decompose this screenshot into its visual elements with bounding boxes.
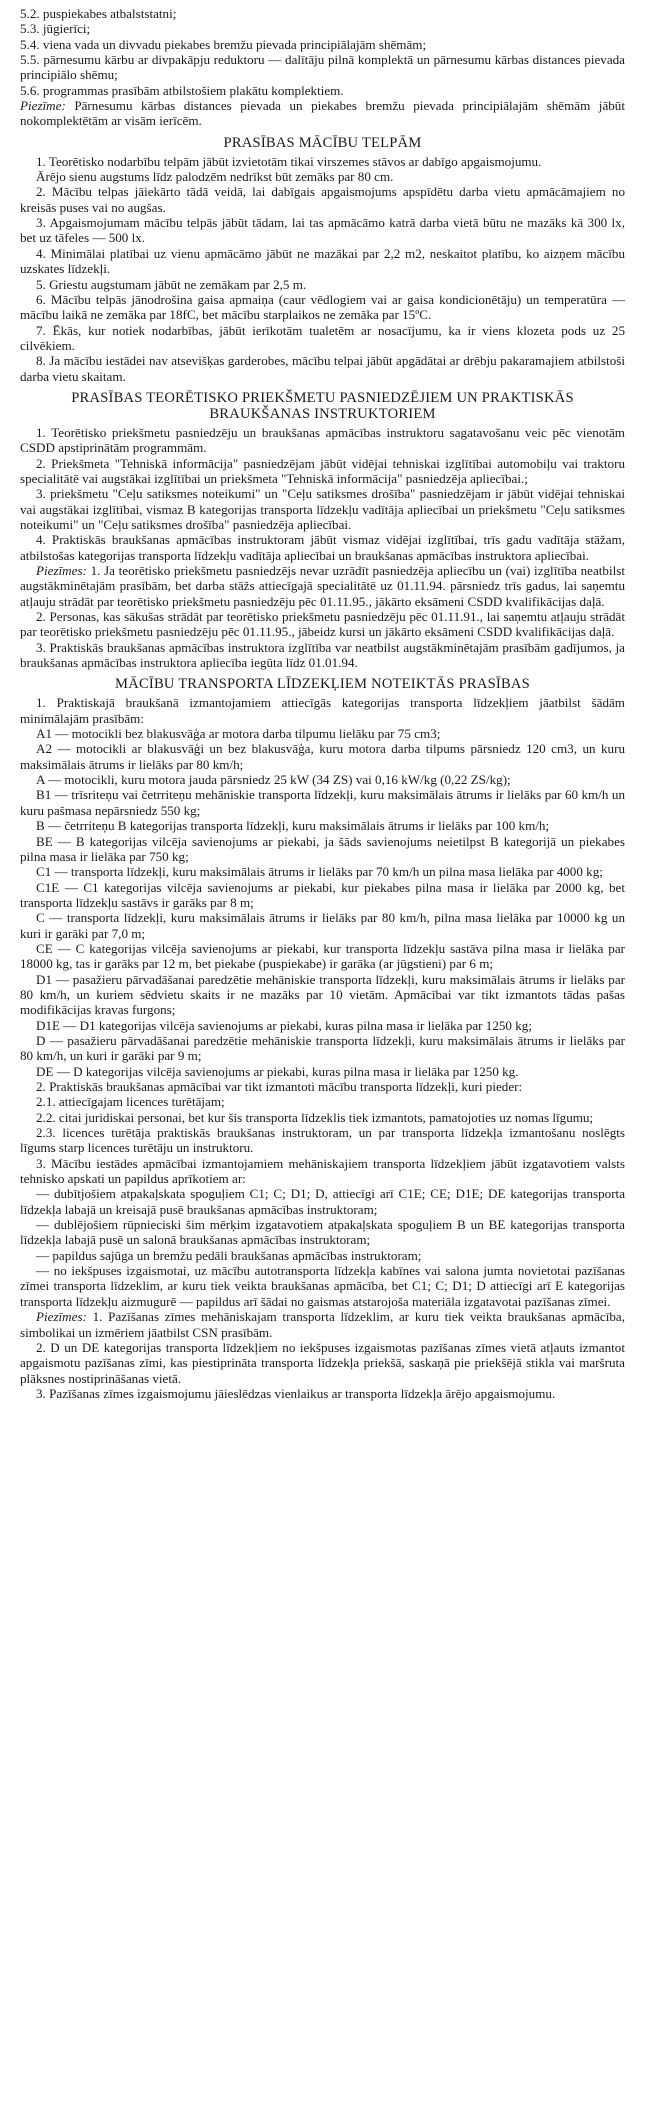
note-paragraph — [20, 98, 625, 129]
paragraph: C1E — C1 kategorijas vilcēja savienojums ar piekabi, kur piekabes pilna masa ir lielāka par 2000 kg, bet transporta līdzekļu sastāvs ir garāks par 8 m; — [20, 879, 625, 910]
section-body — [20, 425, 625, 671]
note-text: 1. Pazīšanas zīmes mehāniskajam transporta līdzeklim, ar kuru tiek veikta braukšanas apmācība, simbolikai un izmēriem jāatbilst CSN prasībām. — [20, 1309, 625, 1340]
note-label: Piezīmes: — [36, 1309, 87, 1325]
paragraph: 2. Mācību telpas jāiekārto tādā veidā, lai dabīgais apgaismojums apspīdētu darba vietu apmācāmajiem no kreisās puses vai no augšas. — [20, 184, 625, 215]
note-label: Piezīme: — [20, 98, 66, 114]
paragraph: D1 — pasažieru pārvadāšanai paredzētie mehāniskie transporta līdzekļi, kuru maksimālais ātrums ir lielāks par 80 km/h, un kuriem sēdvietu skaits ir ne mazāks par 10 vietām. Apmācībai var tikt izmantots tādas pašas modifikācijas kravas furgons; — [20, 971, 625, 1018]
paragraph: 3. Pazīšanas zīmes izgaismojumu jāieslēdzas vienlaikus ar transporta līdzekļa ārējo apgaismojumu. — [36, 1385, 556, 1401]
paragraph: 4. Praktiskās braukšanas apmācības instruktoram jābūt vismaz vidējai izglītībai, trīs gadu vadītāja stāžam, atbilstošas kategorijas transporta līdzekļu vadītāja apliecībai un braukšanas apmācības instruktora apliecībai. — [20, 532, 625, 563]
paragraph: 5. Griestu augstumam jābūt ne zemākam par 2,5 m. — [36, 276, 307, 292]
paragraph: C1 — transporta līdzekļi, kuru maksimālais ātrums ir lielāks par 70 km/h un pilna masa lielāka par 4000 kg; — [36, 864, 603, 880]
paragraph: — no iekšpuses izgaismotai, uz mācību autotransporta līdzekļa kabīnes vai salona jumta novietotai pazīšanas zīmei transporta līdzeklim, ar kuru tiek veikta braukšanas apmācība, bet C1; C; D1; D attiecīgi arī E kategorijas transporta līdzekļu aizmugurē — papildus arī šādai no gaismas atstarojoša materiāla izgatavotai pazīšanas zīmei. — [20, 1263, 625, 1309]
note-label: Piezīmes: — [36, 563, 87, 578]
paragraph: 7. Ēkās, kur notiek nodarbības, jābūt ierīkotām tualetēm ar nosacījumu, ka ir viens klozeta pods uz 25 cilvēkiem. — [20, 322, 625, 353]
paragraph: 2. Praktiskās braukšanas apmācībai var tikt izmantoti mācību transporta līdzekļi, kuri pieder: — [36, 1079, 523, 1094]
paragraph: 2. D un DE kategorijas transporta līdzekļiem no iekšpuses izgaismotas pazīšanas zīmes vietā atļauts izmantot apgaismotu pazīšanas zīmi, kas piestiprināta transporta līdzekļa priekšā, saskaņā pie priekšējā stikla vai maršruta plāksnes nostiprināšanas vietā. — [20, 1339, 625, 1386]
paragraph: 1. Teorētisko nodarbību telpām jābūt izvietotām tikai virszemes stāvos ar dabīgo apgaismojumu. — [36, 153, 542, 169]
list-item: 5.5. pārnesumu kārbu ar divpakāpju reduktoru — dalītāju pilnā komplektā un pārnesumu kārbas distances pievada principiālo shēmu; — [20, 52, 625, 83]
paragraph: 1. Praktiskajā braukšanā izmantojamiem attiecīgās kategorijas transporta līdzekļiem jāatbilst šādām minimālajām prasībām: — [20, 695, 625, 726]
section-body — [20, 695, 625, 1401]
section-heading: PRASĪBAS TEORĒTISKO PRIEKŠMETU PASNIEDZĒJIEM UN PRAKTISKĀS BRAUKŠANAS INSTRUKTORIEM — [71, 389, 574, 422]
paragraph: 1. Teorētisko priekšmetu pasniedzēju un braukšanas apmācības instruktoru sagatavošanu veic pēc vienotām CSDD apstiprinātām programmām. — [20, 424, 625, 456]
paragraph: D — pasažieru pārvadāšanai paredzētie mehāniskie transporta līdzekļi, kuru maksimālais ātrums ir lielāks par 80 km/h, un kuri ir garāki par 9 m; — [20, 1032, 625, 1064]
paragraph: 3. priekšmetu "Ceļu satiksmes noteikumi" un "Ceļu satiksmes drošība" pasniedzējam ir jābūt vidējai tehniskai vai augstākai izglītībai, vismaz B kategorijas transporta līdzekļu vadītāja apliecībai un priekšmetu "Ceļu satiksmes noteikumi" un "Ceļu satiksmes drošība" pasniedzēja apliecībai. — [20, 486, 625, 532]
paragraph: 6. Mācību telpās jānodrošina gaisa apmaiņa (caur vēdlogiem vai ar gaisa kondicionētāju) un temperatūra — mācību laikā ne zemāka par 18fC, bet mācību starplaikos ne zemāka par 15ºC. — [20, 291, 625, 323]
paragraph: — dubītjošiem atpakaļskata spoguļiem C1; C; D1; D, attiecīgi arī C1E; CE; D1E; DE kategorijas transporta līdzekļa labajā un kreisajā pusē braukšanas apmācības instruktoram; — [20, 1186, 625, 1217]
paragraph: D1E — D1 kategorijas vilcēja savienojums ar piekabi, kuras pilna masa ir lielāka par 1250 kg; — [36, 1017, 532, 1033]
top-list — [20, 6, 625, 129]
paragraph: B — četrriteņu B kategorijas transporta līdzekļi, kuru maksimālais ātrums ir lielāks par 100 km/h; — [36, 818, 550, 834]
paragraph: 3. Apgaismojumam mācību telpās jābūt tādam, lai tas apmācāmo katrā darba vietā būtu ne mazāks kā 300 lx, bet uz tāfeles — 500 lx. — [20, 215, 625, 246]
paragraph: CE — C kategorijas vilcēja savienojums ar piekabi, kur transporta līdzekļu sastāva pilna masa ir lielāka par 18000 kg, tas ir garāks par 12 m, bet piekabe (puspiekabe) ir garāka (ar jūgstieni) par 6 m; — [20, 940, 625, 972]
paragraph: BE — B kategorijas vilcēja savienojums ar piekabi, ja šāds savienojums neietilpst B kategorijā un piekabes pilna masa ir lielāka par 750 kg; — [20, 833, 625, 864]
list-item: 5.4. viena vada un divvadu piekabes bremžu pievada principiālajām shēmām; — [20, 36, 427, 52]
paragraph: 2.3. licences turētāja praktiskās braukšanas instruktoram, un par transporta līdzekļa izmantošanu noslēgts līgums starp licences turētāju un instruktoru. — [20, 1125, 625, 1156]
paragraph: 2. Personas, kas sākušas strādāt par teorētisko priekšmetu pasniedzēju pēc 01.11.91., lai saņemtu atļauju strādāt par teorētisko priekšmetu pasniedzēju pēc 01.11.95., jābeidz kursi un jākārto eksāmeni CSDD kvalifikācijas daļā. — [20, 609, 625, 640]
section-body — [20, 154, 625, 384]
paragraph: 2.2. citai juridiskai personai, bet kur šis transporta līdzeklis tiek izmantots, pamatojoties uz nomas līgumu; — [36, 1109, 594, 1125]
paragraph: A1 — motocikli bez blakusvāģa ar motora darba tilpumu lielāku par 75 cm3; — [36, 726, 441, 742]
note-paragraph — [20, 1309, 625, 1340]
note-text: 1. Ja teorētisko priekšmetu pasniedzējs nevar uzrādīt pasniedzēja apliecību un (vai) izglītība neatbilst augstākminētajām prasībām, bet darba stāžs attiecīgajā specialitātē uz 01.11.94. pārsniedz trīs gadus, lai saņemtu atļauju strādāt par teorētisko priekšmetu pasniedzēju pēc 01.11.95., jākārto eksāmeni CSDD kvalifikācijas daļā. — [20, 563, 625, 609]
paragraph: 4. Minimālai platībai uz vienu apmācāmo jābūt ne mazākai par 2,2 m2, neskaitot platību, ko aizņem mācību uzskates līdzekļi. — [20, 245, 625, 277]
paragraph: B1 — trīsriteņu vai četrriteņu mehāniskie transporta līdzekļi, kuru maksimālais ātrums ir lielāks par 60 km/h un kuru pašmasa nepārsniedz 550 kg; — [20, 787, 625, 818]
list-item: 5.3. jūgierīci; — [20, 21, 91, 37]
section-heading: PRASĪBAS MĀCĪBU TELPĀM — [223, 134, 422, 151]
paragraph: A2 — motocikli ar blakusvāģi un bez blakusvāģa, kuru motora darba tilpums pārsniedz 120 cm3, un kuru maksimālais ātrums ir lielāks par 80 km/h; — [20, 741, 625, 772]
paragraph: 3. Praktiskās braukšanas apmācības instruktora izglītība var neatbilst augstākminētajām prasībām gadījumos, ja braukšanas apmācības instruktora apliecība iegūta līdz 01.01.94. — [20, 639, 625, 671]
list-item: 5.6. programmas prasībām atbilstošiem plakātu komplektiem. — [20, 82, 344, 98]
paragraph: 2.1. attiecīgajam licences turētājam; — [36, 1094, 225, 1110]
paragraph: — dublējošiem rūpnieciski šim mērķim izgatavotiem atpakaļskata spoguļiem B un BE kategorijas transporta līdzekļa labajā pusē un salonā braukšanas apmācības instruktoram; — [20, 1217, 625, 1248]
list-item: 5.2. puspiekabes atbalststatni; — [20, 6, 177, 21]
note-text: Pārnesumu kārbas distances pievada un piekabes bremžu pievada principiālajām shēmām jābūt nokomplektētām ar visām ierīcēm. — [20, 98, 625, 129]
paragraph: — papildus sajūga un bremžu pedāli braukšanas apmācības instruktoram; — [36, 1247, 422, 1263]
paragraph: DE — D kategorijas vilcēja savienojums ar piekabi, kuras pilna masa ir lielāka par 1250 kg. — [36, 1063, 519, 1079]
paragraph: Ārējo sienu augstums līdz palodzēm nedrīkst būt zemāks par 80 cm. — [36, 169, 394, 185]
paragraph: A — motocikli, kuru motora jauda pārsniedz 25 kW (34 ZS) vai 0,16 kW/kg (0,22 ZS/kg); — [36, 772, 511, 788]
paragraph: 2. Priekšmeta "Tehniskā informācija" pasniedzējam jābūt vidējai tehniskai izglītībai automobiļu vai traktoru specialitātē vai augstākai izglītībai un priekšmeta "Tehniskā informācija" pasniedzēja apliecībai.; — [20, 455, 625, 486]
paragraph: 8. Ja mācību iestādei nav atsevišķas garderobes, mācību telpai jābūt apgādātai ar drēbju pakaramajiem atbilstoši darba vietu skaitam. — [20, 353, 625, 384]
paragraph: C — transporta līdzekļi, kuru maksimālais ātrums ir lielāks par 80 km/h, pilna masa lielāka par 10000 kg un kuri ir garāki par 7,0 m; — [20, 910, 625, 941]
paragraph: 3. Mācību iestādes apmācībai izmantojamiem mehāniskajiem transporta līdzekļiem jābūt izgatavotiem valsts tehnisko apskati un papildus aprīkotiem ar: — [20, 1155, 625, 1187]
section-heading: MĀCĪBU TRANSPORTA LĪDZEKĻIEM NOTEIKTĀS PRASĪBAS — [115, 676, 530, 693]
note-paragraph — [20, 563, 625, 609]
